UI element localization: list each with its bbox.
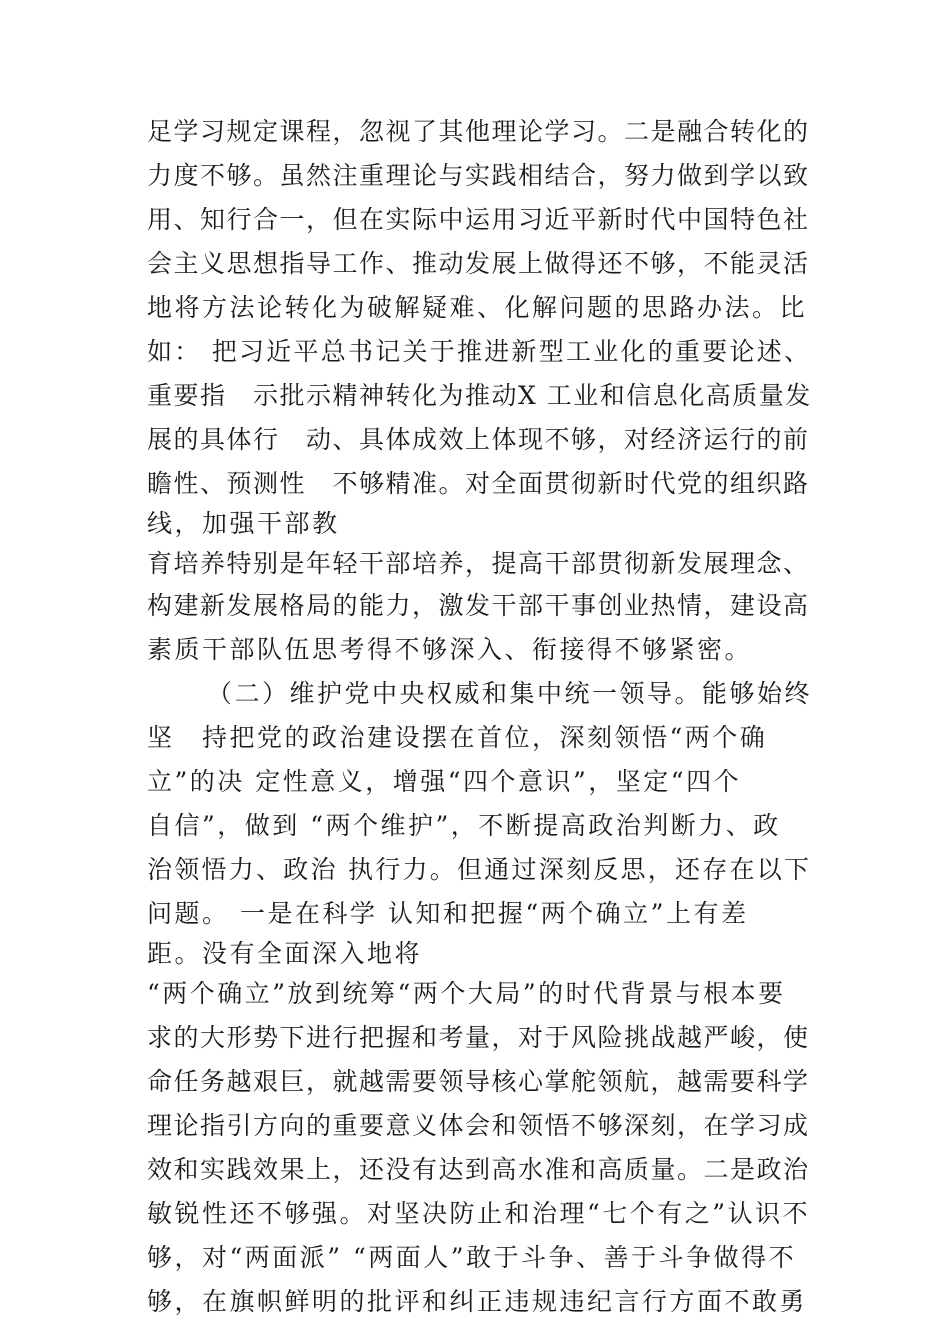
text-line: 瞻性、预测性 不够精准。对全面贯彻新时代党的组织路 [147,469,810,498]
text-line: 展的具体行 动、具体成效上体现不够，对经济运行的前 [147,425,810,454]
text-line: 重要指 示批示精神转化为推动X 工业和信息化高质量发 [147,381,812,410]
text-line: 敏锐性还不够强。对坚决防止和治理“七个有之”认识不 [147,1199,811,1228]
text-line: 用、知行合一，但在实际中运用习近平新时代中国特色社 [147,205,810,234]
text-line: 坚 持把党的政治建设摆在首位，深刻领悟“两个确 [147,723,768,752]
text-line: 会主义思想指导工作、推动发展上做得还不够，不能灵活 [147,249,810,278]
text-line: 构建新发展格局的能力，激发干部干事创业热情，建设高 [147,591,810,620]
text-line: 如： 把习近平总书记关于推进新型工业化的重要论述、 [147,337,812,366]
text-line: 足学习规定课程，忽视了其他理论学习。二是融合转化的 [147,117,810,146]
section-heading-line: （二）维护党中央权威和集中统一领导。能够始终 [207,679,813,708]
text-line: 够，对“两面派” “两面人”敢于斗争、善于斗争做得不 [147,1243,797,1272]
text-line: 育培养特别是年轻干部培养，提高干部贯彻新发展理念、 [147,549,810,578]
text-line: 效和实践效果上，还没有达到高水准和高质量。二是政治 [147,1155,810,1184]
text-line: 治领悟力、政治 执行力。但通过深刻反思，还存在以下 [147,855,812,884]
text-line: 立”的决 定性意义，增强“四个意识”，坚定“四个 [147,767,742,796]
text-line: 线，加强干部教 [147,509,340,538]
text-line: 够，在旗帜鲜明的批评和纠正违规违纪言行方面不敢勇 [147,1287,808,1316]
text-line: 力度不够。虽然注重理论与实践相结合，努力做到学以致 [147,161,810,190]
text-line: 素质干部队伍思考得不够深入、衔接得不够紧密。 [147,635,753,664]
text-line: 距。没有全面深入地将 [147,939,423,968]
text-line: 地将方法论转化为破解疑难、化解问题的思路办法。比 [147,293,808,322]
text-line: 命任务越艰巨，就越需要领导核心掌舵领航，越需要科学 [147,1067,810,1096]
text-line: 自信”，做到 “两个维护”，不断提高政治判断力、政 [147,811,781,840]
text-line: 问题。 一是在科学 认知和把握“两个确立”上有差 [147,899,749,928]
text-line: 理论指引方向的重要意义体会和领悟不够深刻，在学习成 [147,1111,810,1140]
text-line: “两个确立”放到统筹“两个大局”的时代背景与根本要 [147,979,786,1008]
text-line: 求的大形势下进行把握和考量，对于风险挑战越严峻，使 [147,1023,810,1052]
